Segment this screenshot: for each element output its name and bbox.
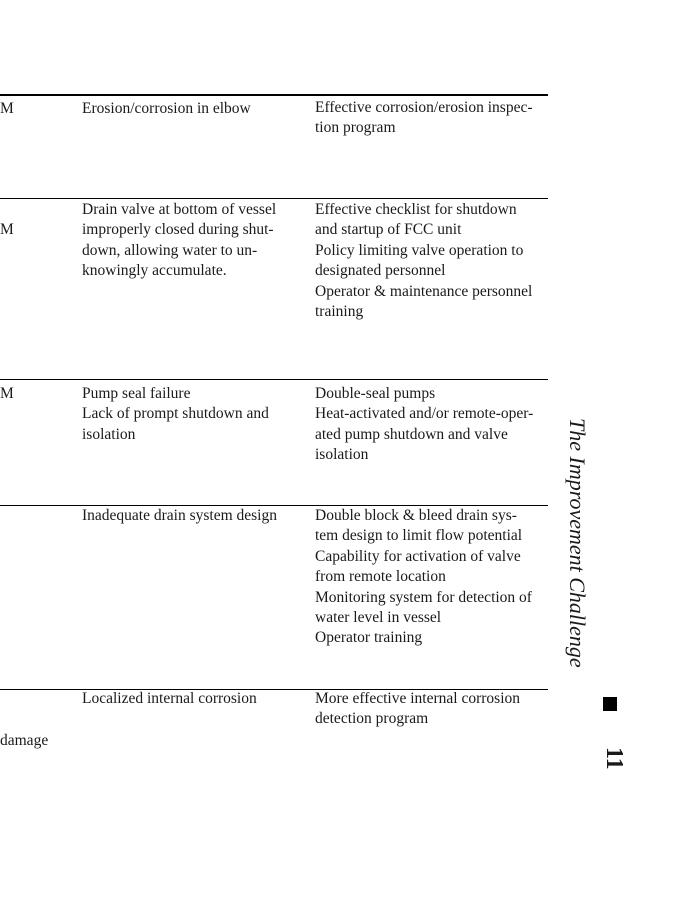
row-1-safeguard: Effective corrosion/erosion inspec- tion program xyxy=(315,99,533,137)
row-5-safeguard: More effective internal corrosion detection program xyxy=(315,690,521,728)
row-4-safeguard: Double block & bleed drain sys- tem design to limit flow potential Capability for activation of valve from remote location Monitoring system for detection of water level in vessel Operator training xyxy=(315,507,532,647)
table-top-rule xyxy=(0,94,548,96)
row-1-col-1: M xyxy=(0,100,14,117)
row-5-col-1: damage xyxy=(0,732,49,749)
row-divider xyxy=(0,198,548,199)
row-5-cause: Localized internal corrosion xyxy=(82,690,257,707)
row-3-safeguard: Double-seal pumps Heat-activated and/or remote-oper- ated pump shutdown and valve isolation xyxy=(315,385,534,464)
running-header-title: The Improvement Challenge xyxy=(565,418,590,668)
page-number: 11 xyxy=(601,747,627,770)
row-1-cause: Erosion/corrosion in elbow xyxy=(82,100,251,117)
row-2-col-1: M xyxy=(0,221,14,238)
row-4-cause: Inadequate drain system design xyxy=(82,507,277,524)
row-3-cause: Pump seal failure Lack of prompt shutdown and isolation xyxy=(82,385,269,443)
row-divider xyxy=(0,379,548,380)
row-2-safeguard: Effective checklist for shutdown and startup of FCC unit Policy limiting valve operation to designated personnel Operator & maintenance personnel training xyxy=(315,201,533,321)
row-3-col-1: M xyxy=(0,385,14,402)
square-bullet-icon xyxy=(603,697,617,711)
row-2-cause: Drain valve at bottom of vessel improperly closed during shut- down, allowing water to un- knowingly accumulate. xyxy=(82,201,277,280)
